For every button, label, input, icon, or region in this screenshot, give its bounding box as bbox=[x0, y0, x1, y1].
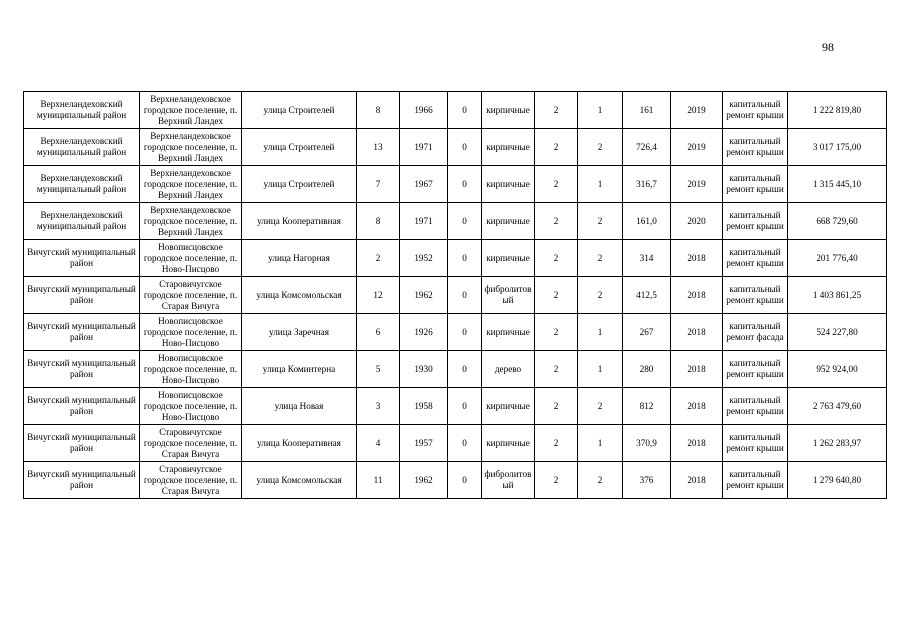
area-cell: 161,0 bbox=[623, 203, 671, 240]
settlement-cell: Старовичугское городское поселение, п. Старая Вичуга bbox=[140, 462, 242, 499]
build-year-cell: 1962 bbox=[400, 462, 448, 499]
plan-year-cell: 2019 bbox=[671, 92, 723, 129]
district-cell: Верхнеландеховский муниципальный район bbox=[24, 92, 140, 129]
settlement-cell: Верхнеландеховское городское поселение, п. Верхний Ландех bbox=[140, 129, 242, 166]
build-year-cell: 1962 bbox=[400, 277, 448, 314]
plan-year-cell: 2018 bbox=[671, 388, 723, 425]
settlement-cell: Верхнеландеховское городское поселение, п. Верхний Ландех bbox=[140, 203, 242, 240]
zero-value-cell: 0 bbox=[448, 240, 482, 277]
street-cell: улица Комсомольская bbox=[242, 462, 357, 499]
floors-cell: 2 bbox=[535, 388, 578, 425]
entrances-cell: 2 bbox=[578, 462, 623, 499]
street-cell: улица Нагорная bbox=[242, 240, 357, 277]
plan-year-cell: 2019 bbox=[671, 129, 723, 166]
cost-cell: 1 262 283,97 bbox=[788, 425, 887, 462]
area-cell: 370,9 bbox=[623, 425, 671, 462]
build-year-cell: 1966 bbox=[400, 92, 448, 129]
district-cell: Верхнеландеховский муниципальный район bbox=[24, 203, 140, 240]
house-number-cell: 12 bbox=[357, 277, 400, 314]
district-cell: Вичугский муниципальный район bbox=[24, 277, 140, 314]
plan-year-cell: 2018 bbox=[671, 351, 723, 388]
area-cell: 267 bbox=[623, 314, 671, 351]
district-cell: Верхнеландеховский муниципальный район bbox=[24, 166, 140, 203]
floors-cell: 2 bbox=[535, 92, 578, 129]
work-type-cell: капитальный ремонт крыши bbox=[723, 277, 788, 314]
wall-material-cell: фибролитовый bbox=[482, 462, 535, 499]
district-cell: Вичугский муниципальный район bbox=[24, 388, 140, 425]
table-row bbox=[24, 129, 887, 166]
area-cell: 376 bbox=[623, 462, 671, 499]
settlement-cell: Новописцовское городское поселение, п. Ново-Писцово bbox=[140, 388, 242, 425]
table-row bbox=[24, 240, 887, 277]
work-type-cell: капитальный ремонт крыши bbox=[723, 203, 788, 240]
floors-cell: 2 bbox=[535, 166, 578, 203]
zero-value-cell: 0 bbox=[448, 314, 482, 351]
page-number: 98 bbox=[822, 40, 834, 54]
district-cell: Вичугский муниципальный район bbox=[24, 314, 140, 351]
street-cell: улица Коминтерна bbox=[242, 351, 357, 388]
cost-cell: 201 776,40 bbox=[788, 240, 887, 277]
street-cell: улица Строителей bbox=[242, 129, 357, 166]
wall-material-cell: кирпичные bbox=[482, 425, 535, 462]
wall-material-cell: фибролитовый bbox=[482, 277, 535, 314]
house-number-cell: 4 bbox=[357, 425, 400, 462]
district-cell: Вичугский муниципальный район bbox=[24, 425, 140, 462]
zero-value-cell: 0 bbox=[448, 351, 482, 388]
plan-year-cell: 2018 bbox=[671, 314, 723, 351]
entrances-cell: 1 bbox=[578, 92, 623, 129]
settlement-cell: Верхнеландеховское городское поселение, п. Верхний Ландех bbox=[140, 166, 242, 203]
area-cell: 412,5 bbox=[623, 277, 671, 314]
house-number-cell: 11 bbox=[357, 462, 400, 499]
build-year-cell: 1971 bbox=[400, 129, 448, 166]
table-row bbox=[24, 92, 887, 129]
cost-cell: 1 403 861,25 bbox=[788, 277, 887, 314]
table-row bbox=[24, 351, 887, 388]
settlement-cell: Старовичугское городское поселение, п. Старая Вичуга bbox=[140, 425, 242, 462]
zero-value-cell: 0 bbox=[448, 277, 482, 314]
floors-cell: 2 bbox=[535, 203, 578, 240]
settlement-cell: Старовичугское городское поселение, п. Старая Вичуга bbox=[140, 277, 242, 314]
entrances-cell: 1 bbox=[578, 314, 623, 351]
wall-material-cell: кирпичные bbox=[482, 240, 535, 277]
build-year-cell: 1971 bbox=[400, 203, 448, 240]
plan-year-cell: 2018 bbox=[671, 240, 723, 277]
settlement-cell: Новописцовское городское поселение, п. Ново-Писцово bbox=[140, 314, 242, 351]
entrances-cell: 1 bbox=[578, 425, 623, 462]
wall-material-cell: дерево bbox=[482, 351, 535, 388]
build-year-cell: 1958 bbox=[400, 388, 448, 425]
area-cell: 314 bbox=[623, 240, 671, 277]
build-year-cell: 1926 bbox=[400, 314, 448, 351]
street-cell: улица Новая bbox=[242, 388, 357, 425]
work-type-cell: капитальный ремонт крыши bbox=[723, 425, 788, 462]
street-cell: улица Заречная bbox=[242, 314, 357, 351]
floors-cell: 2 bbox=[535, 351, 578, 388]
zero-value-cell: 0 bbox=[448, 129, 482, 166]
wall-material-cell: кирпичные bbox=[482, 314, 535, 351]
entrances-cell: 2 bbox=[578, 277, 623, 314]
district-cell: Верхнеландеховский муниципальный район bbox=[24, 129, 140, 166]
build-year-cell: 1957 bbox=[400, 425, 448, 462]
area-cell: 161 bbox=[623, 92, 671, 129]
work-type-cell: капитальный ремонт крыши bbox=[723, 388, 788, 425]
zero-value-cell: 0 bbox=[448, 166, 482, 203]
area-cell: 812 bbox=[623, 388, 671, 425]
wall-material-cell: кирпичные bbox=[482, 388, 535, 425]
zero-value-cell: 0 bbox=[448, 203, 482, 240]
zero-value-cell: 0 bbox=[448, 92, 482, 129]
plan-year-cell: 2019 bbox=[671, 166, 723, 203]
entrances-cell: 2 bbox=[578, 388, 623, 425]
house-number-cell: 2 bbox=[357, 240, 400, 277]
plan-year-cell: 2020 bbox=[671, 203, 723, 240]
house-number-cell: 5 bbox=[357, 351, 400, 388]
wall-material-cell: кирпичные bbox=[482, 166, 535, 203]
cost-cell: 1 279 640,80 bbox=[788, 462, 887, 499]
cost-cell: 668 729,60 bbox=[788, 203, 887, 240]
build-year-cell: 1952 bbox=[400, 240, 448, 277]
wall-material-cell: кирпичные bbox=[482, 129, 535, 166]
area-cell: 280 bbox=[623, 351, 671, 388]
street-cell: улица Кооперативная bbox=[242, 425, 357, 462]
floors-cell: 2 bbox=[535, 314, 578, 351]
house-number-cell: 8 bbox=[357, 203, 400, 240]
table-row bbox=[24, 314, 887, 351]
work-type-cell: капитальный ремонт крыши bbox=[723, 462, 788, 499]
work-type-cell: капитальный ремонт крыши bbox=[723, 129, 788, 166]
build-year-cell: 1930 bbox=[400, 351, 448, 388]
work-type-cell: капитальный ремонт фасада bbox=[723, 314, 788, 351]
table-row bbox=[24, 425, 887, 462]
settlement-cell: Верхнеландеховское городское поселение, п. Верхний Ландех bbox=[140, 92, 242, 129]
table-row bbox=[24, 203, 887, 240]
entrances-cell: 1 bbox=[578, 166, 623, 203]
build-year-cell: 1967 bbox=[400, 166, 448, 203]
floors-cell: 2 bbox=[535, 129, 578, 166]
cost-cell: 524 227,80 bbox=[788, 314, 887, 351]
floors-cell: 2 bbox=[535, 277, 578, 314]
entrances-cell: 1 bbox=[578, 351, 623, 388]
cost-cell: 952 924,00 bbox=[788, 351, 887, 388]
street-cell: улица Строителей bbox=[242, 92, 357, 129]
area-cell: 726,4 bbox=[623, 129, 671, 166]
table-row bbox=[24, 277, 887, 314]
floors-cell: 2 bbox=[535, 240, 578, 277]
plan-year-cell: 2018 bbox=[671, 425, 723, 462]
table-row bbox=[24, 462, 887, 499]
housing-repair-table bbox=[23, 91, 887, 499]
zero-value-cell: 0 bbox=[448, 425, 482, 462]
zero-value-cell: 0 bbox=[448, 462, 482, 499]
wall-material-cell: кирпичные bbox=[482, 92, 535, 129]
street-cell: улица Комсомольская bbox=[242, 277, 357, 314]
area-cell: 316,7 bbox=[623, 166, 671, 203]
entrances-cell: 2 bbox=[578, 240, 623, 277]
entrances-cell: 2 bbox=[578, 203, 623, 240]
plan-year-cell: 2018 bbox=[671, 277, 723, 314]
table-row bbox=[24, 166, 887, 203]
table-body bbox=[24, 92, 887, 499]
district-cell: Вичугский муниципальный район bbox=[24, 462, 140, 499]
table-row bbox=[24, 388, 887, 425]
plan-year-cell: 2018 bbox=[671, 462, 723, 499]
cost-cell: 2 763 479,60 bbox=[788, 388, 887, 425]
settlement-cell: Новописцовское городское поселение, п. Ново-Писцово bbox=[140, 240, 242, 277]
work-type-cell: капитальный ремонт крыши bbox=[723, 92, 788, 129]
district-cell: Вичугский муниципальный район bbox=[24, 351, 140, 388]
wall-material-cell: кирпичные bbox=[482, 203, 535, 240]
cost-cell: 1 222 819,80 bbox=[788, 92, 887, 129]
settlement-cell: Новописцовское городское поселение, п. Ново-Писцово bbox=[140, 351, 242, 388]
work-type-cell: капитальный ремонт крыши bbox=[723, 351, 788, 388]
floors-cell: 2 bbox=[535, 425, 578, 462]
house-number-cell: 7 bbox=[357, 166, 400, 203]
street-cell: улица Строителей bbox=[242, 166, 357, 203]
cost-cell: 3 017 175,00 bbox=[788, 129, 887, 166]
floors-cell: 2 bbox=[535, 462, 578, 499]
house-number-cell: 6 bbox=[357, 314, 400, 351]
work-type-cell: капитальный ремонт крыши bbox=[723, 240, 788, 277]
work-type-cell: капитальный ремонт крыши bbox=[723, 166, 788, 203]
district-cell: Вичугский муниципальный район bbox=[24, 240, 140, 277]
cost-cell: 1 315 445,10 bbox=[788, 166, 887, 203]
zero-value-cell: 0 bbox=[448, 388, 482, 425]
house-number-cell: 13 bbox=[357, 129, 400, 166]
house-number-cell: 3 bbox=[357, 388, 400, 425]
street-cell: улица Кооперативная bbox=[242, 203, 357, 240]
house-number-cell: 8 bbox=[357, 92, 400, 129]
entrances-cell: 2 bbox=[578, 129, 623, 166]
